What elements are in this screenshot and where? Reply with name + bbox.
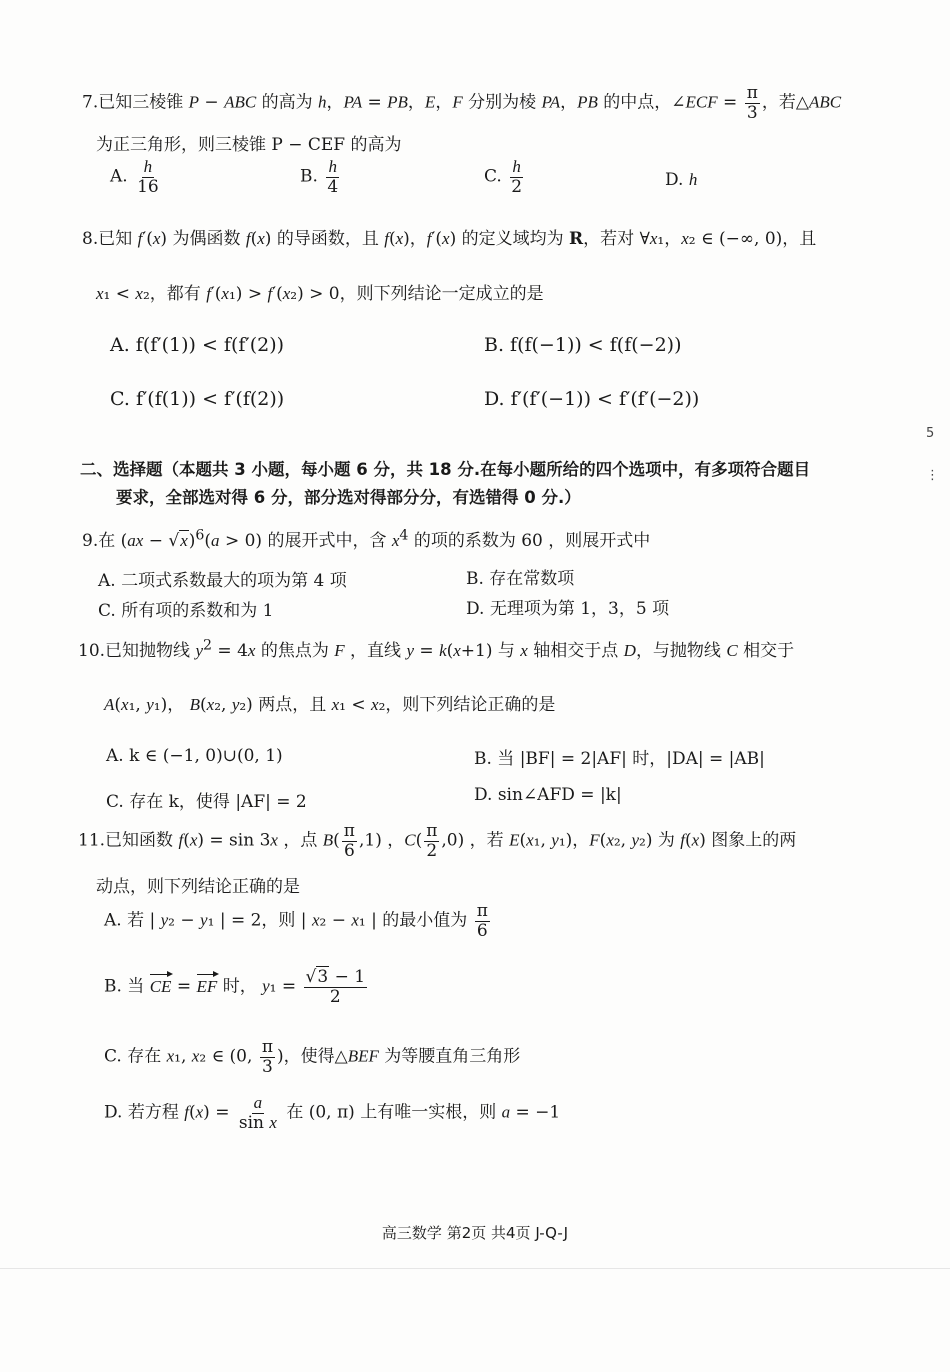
q8-option-c: C. f′(f(1)) < f′(f(2)) bbox=[110, 388, 285, 410]
section-2-heading: 二、选择题（本题共 3 小题，每小题 6 分，共 18 分.在每小题所给的四个选项中，有多项符合题目 bbox=[80, 460, 811, 479]
section-2-heading-cont: 要求，全部选对得 6 分，部分选对得部分分，有选错得 0 分.） bbox=[116, 488, 581, 507]
q7-option-a: A. $\frac{h}{16}$ bbox=[110, 157, 159, 197]
q8-option-b: B. f(f(−1)) < f(f(−2)) bbox=[484, 334, 682, 356]
q7-option-c: C. $\frac{h}{2}$ bbox=[484, 157, 523, 197]
q11-option-c: C. 存在 x₁, x₂ ∈ (0, $\frac{\pi}{3}$ )，使得△BEF 为等腰直角三角形 bbox=[104, 1037, 521, 1077]
q10-line1: 10.已知抛物线 $y^2 = 4x$ 的焦点为 F ，直线 y = k(x+1) 与 x 轴相交于点 D，与抛物线 C 相交于 bbox=[78, 637, 795, 661]
q10-line2: A(x₁, y₁)， B(x₂, y₂) 两点，且 x₁ < x₂，则下列结论正确的是 bbox=[104, 695, 556, 715]
q10-option-b: B. 当 |BF| = 2|AF| 时，|DA| = |AB| bbox=[474, 749, 765, 769]
q11-line1: 11.已知函数 f(x) = sin 3x ，点 B( $\frac{\pi}{6}$ ,1) ，C( $\frac{\pi}{2}$ ,0) ，若 E(x₁, y₁)，F(x₂, y₂) 为 f(x) 图象上的两 bbox=[78, 821, 797, 861]
q8-option-a: A. f(f′(1)) < f(f′(2)) bbox=[110, 334, 285, 356]
margin-mark: 5 bbox=[926, 426, 935, 441]
q10-option-a: A. k ∈ (−1, 0)∪(0, 1) bbox=[106, 746, 283, 766]
q10-option-d: D. sin∠AFD = |k| bbox=[474, 785, 622, 805]
q11-option-b: B. 当 CE = EF 时， y₁ = $\frac{√3 - 1}{2}$ bbox=[104, 967, 366, 1007]
q10-option-c: C. 存在 k，使得 |AF| = 2 bbox=[106, 792, 307, 812]
q7-line2: 为正三角形，则三棱锥 P − CEF 的高为 bbox=[96, 135, 402, 155]
q7-option-d: D. h bbox=[665, 170, 698, 190]
q9-option-a: A. 二项式系数最大的项为第 4 项 bbox=[98, 571, 347, 591]
q8-line1: 8.已知 f′(x) 为偶函数 f(x) 的导函数，且 f(x)，f′(x) 的定义域均为 R，若对 ∀x₁，x₂ ∈ (−∞, 0)，且 bbox=[82, 229, 817, 249]
q9-option-b: B. 存在常数项 bbox=[466, 569, 575, 589]
scan-edge-line bbox=[0, 1268, 950, 1269]
q9-option-d: D. 无理项为第 1，3，5 项 bbox=[466, 599, 670, 619]
q8-line2: x₁ < x₂，都有 f′(x₁) > f′(x₂) > 0，则下列结论一定成立的是 bbox=[96, 284, 544, 304]
q9-line1: 9.在 (ax − √x)$^6$(a > 0) 的展开式中，含 $x^4$ 的项的系数为 60 ，则展开式中 bbox=[82, 527, 651, 551]
q8-option-d: D. f′(f′(−1)) < f′(f′(−2)) bbox=[484, 388, 700, 410]
margin-mark-dots: ⋮ bbox=[926, 468, 939, 483]
q11-option-d: D. 若方程 f(x) = $\frac{a}{\text{sin x}}$ 在 (0, π) 上有唯一实根，则 a = −1 bbox=[104, 1093, 561, 1133]
q11-option-a: A. 若 | y₂ − y₁ | = 2，则 | x₂ − x₁ | 的最小值为 $\frac{\pi}{6}$ bbox=[104, 901, 488, 941]
q9-option-c: C. 所有项的系数和为 1 bbox=[98, 601, 274, 621]
q7-option-b: B. $\frac{h}{4}$ bbox=[300, 157, 339, 197]
page-footer: 高三数学 第2页 共4页 J-Q-J bbox=[381, 1224, 569, 1242]
q11-line2: 动点，则下列结论正确的是 bbox=[96, 877, 300, 897]
q7-line1: 7.已知三棱锥 P − ABC 的高为 h，PA = PB，E，F 分别为棱 PA，PB 的中点，∠ECF = $\frac{\pi}{3}$ ，若△ABC bbox=[82, 83, 842, 123]
